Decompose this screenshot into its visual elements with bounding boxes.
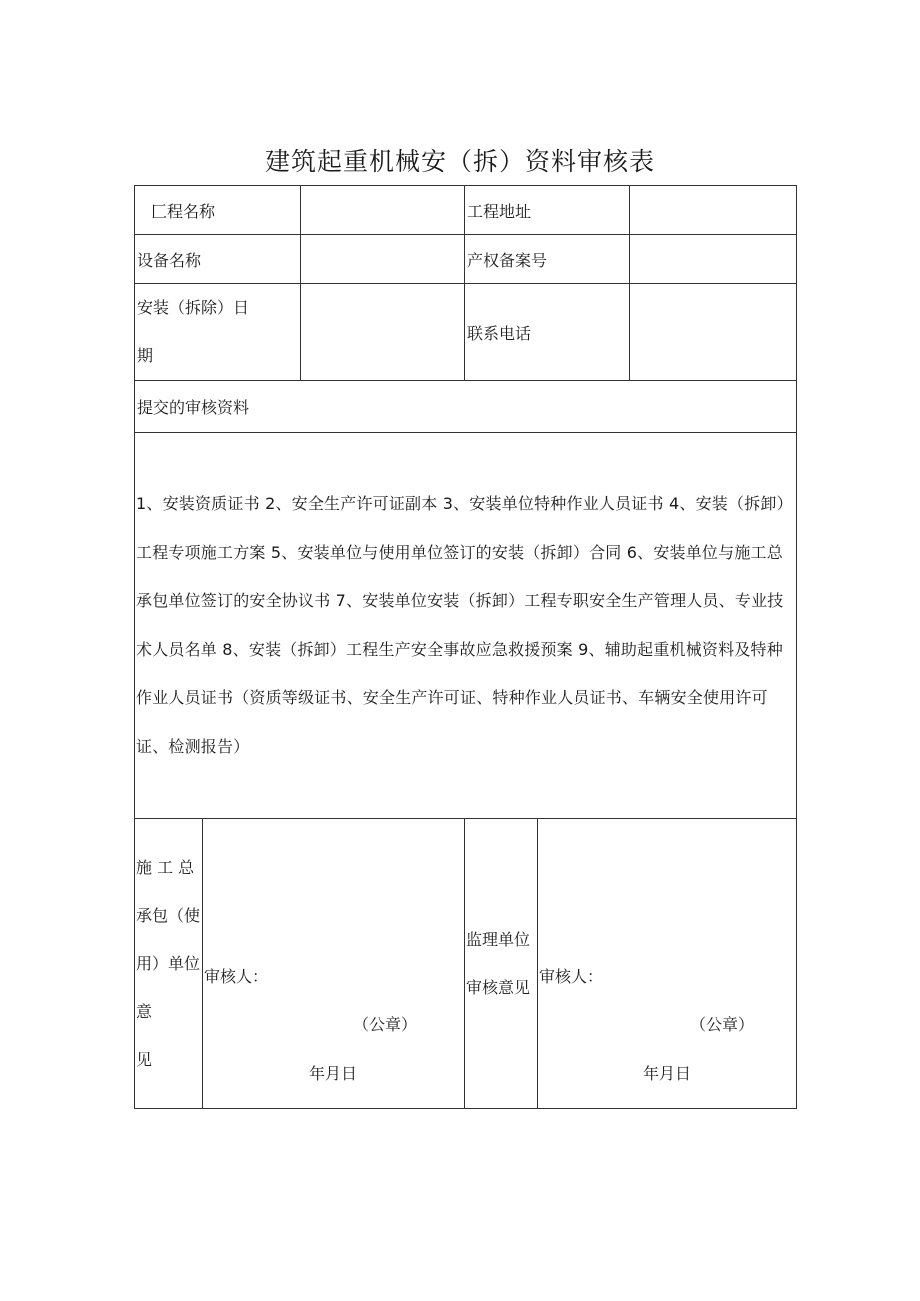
supervisor-seal-label: （公章） [690,1015,755,1034]
row-materials-content [135,433,797,819]
install-date-label-line2: 期 [137,346,154,365]
install-date-field[interactable] [301,284,465,381]
contractor-label-line: 施 工 总 [136,857,195,877]
contractor-label-line: 承包（使 [136,905,201,925]
review-form-table [134,185,797,1109]
materials-list-text: 1、安装资质证书 2、安全生产许可证副本 3、安装单位特种作业人员证书 4、安装（拆卸）工程专项施工方案 5、安装单位与使用单位签订的安装（拆卸）合同 6、安装单位与施工总承包单位签订的安全协议书 7、安装单位安装（拆卸）工程专职安全生产管理人员、专业技术人员名单 8、安装（拆卸）工程生产安全事故应急救援预案 9、辅助起重机械资料及特种作业人员证书（资质等级证书、安全生产许可证、特种作业人员证书、车辆安全使用许可证、检测报告） [135,433,797,819]
contractor-label-line: 用）单位 [136,953,201,973]
supervisor-date-label: 年月日 [643,1064,692,1083]
row-project [135,186,797,235]
submitted-materials-label: 提交的审核资料 [135,381,797,433]
equipment-name-field[interactable] [301,235,465,284]
equipment-name-label: 设备名称 [135,235,301,284]
contact-phone-field[interactable] [630,284,797,381]
install-date-label-line1: 安装（拆除）日 [137,298,250,317]
project-address-label: 工程地址 [465,186,630,235]
property-record-field[interactable] [630,235,797,284]
row-submitted-materials [135,381,797,433]
project-address-field[interactable] [630,186,797,235]
supervisor-reviewer-label: 审核人： [539,967,604,986]
supervisor-label-line: 监理单位 [466,929,531,949]
row-install-date [135,284,797,381]
contractor-label-line: 意 [136,1001,153,1021]
contractor-opinion-label [135,819,203,1109]
contact-phone-label: 联系电话 [465,284,630,381]
supervisor-opinion-label [465,819,538,1109]
row-equipment [135,235,797,284]
supervisor-label-line: 审核意见 [466,977,531,997]
project-name-field[interactable] [301,186,465,235]
install-date-label [135,284,301,381]
supervisor-opinion-field[interactable] [538,819,797,1109]
row-opinions [135,819,797,1109]
contractor-label-line: 见 [136,1049,153,1069]
contractor-seal-label: （公章） [353,1015,418,1034]
contractor-opinion-field[interactable] [203,819,465,1109]
project-name-label: 匚程名称 [135,186,301,235]
property-record-label: 产权备案号 [465,235,630,284]
contractor-date-label: 年月日 [309,1064,358,1083]
contractor-reviewer-label: 审核人： [204,967,269,986]
page-title: 建筑起重机械安（拆）资料审核表 [264,147,655,176]
